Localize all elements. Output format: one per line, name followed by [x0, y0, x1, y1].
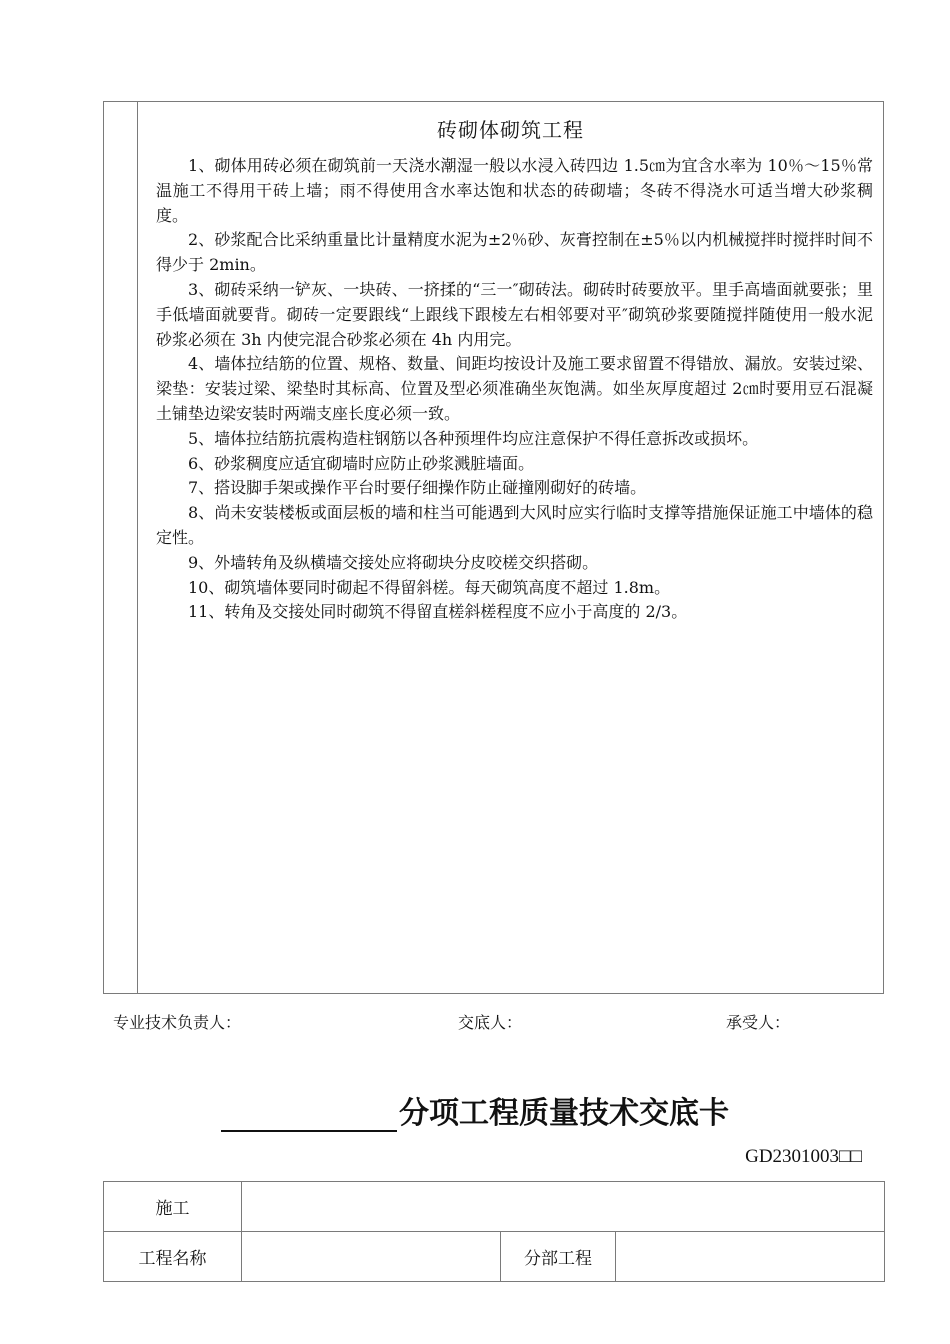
- tech-lead-signature-label: 专业技术负责人：: [113, 1013, 242, 1032]
- instruction-item: 8、尚未安装楼板或面层板的墙和柱当可能遇到大风时应实行临时支撑等措施保证施工中墙体的稳定性。: [156, 503, 873, 547]
- instruction-item: 7、搭设脚手架或操作平台时要仔细操作防止碰撞刚砌好的砖墙。: [188, 478, 647, 498]
- card-title: [0, 1088, 950, 1132]
- instruction-item: 11、转角及交接处同时砌筑不得留直槎斜槎程度不应小于高度的 2/3。: [188, 602, 688, 622]
- table-row: [104, 1182, 885, 1232]
- left-column-divider: [137, 102, 138, 993]
- sub-project-label-cell: 分部工程: [501, 1232, 616, 1282]
- card-title-text: 分项工程质量技术交底卡: [399, 1096, 729, 1131]
- instruction-item: 5、墙体拉结筋抗震构造柱钢筋以各种预埋件均应注意保护不得任意拆改或损坏。: [188, 428, 759, 448]
- presenter-signature-label: 交底人：: [458, 1013, 523, 1032]
- instruction-list: [156, 154, 873, 625]
- sub-project-value-cell[interactable]: [616, 1232, 885, 1282]
- construction-label-cell: 施工: [104, 1182, 242, 1232]
- section-title: 砖砌体砌筑工程: [437, 118, 584, 142]
- project-name-label-cell: 工程名称: [104, 1232, 242, 1282]
- project-name-value-cell[interactable]: [242, 1232, 501, 1282]
- construction-value-cell[interactable]: [242, 1182, 885, 1232]
- document-code: GD2301003□□: [745, 1146, 862, 1167]
- instruction-item: 10、砌筑墙体要同时砌起不得留斜槎。每天砌筑高度不超过 1.8m。: [188, 577, 671, 597]
- receiver-signature-label: 承受人：: [726, 1013, 791, 1032]
- instruction-item: 4、墙体拉结筋的位置、规格、数量、间距均按设计及施工要求留置不得错放、漏放。安装过梁、梁垫：安装过梁、梁垫时其标高、位置及型必须准确坐灰饱满。如坐灰厚度超过 2㎝时要用豆石混凝土铺垫边梁安装时两端支座长度必须一致。: [156, 354, 873, 423]
- instruction-item: 9、外墙转角及纵横墙交接处应将砌块分皮咬槎交织搭砌。: [188, 552, 599, 572]
- instruction-item: 1、砌体用砖必须在砌筑前一天浇水潮湿一般以水浸入砖四边 1.5㎝为宜含水率为 10％～15％常温施工不得用干砖上墙；雨不得使用含水率达饱和状态的砖砌墙；冬砖不得浇水可适当增大砂浆稠度。: [156, 156, 873, 225]
- title-blank-line: [221, 1096, 397, 1132]
- technical-content-box: [103, 101, 884, 994]
- instruction-item: 2、砂浆配合比采纳重量比计量精度水泥为±2％砂、灰膏控制在±5％以内机械搅拌时搅拌时间不得少于 2min。: [156, 230, 873, 275]
- instruction-item: 3、砌砖采纳一铲灰、一块砖、一挤揉的“三一″砌砖法。砌砖时砖要放平。里手高墙面就要张；里手低墙面就要背。砌砖一定要跟线“上跟线下跟棱左右相邻要对平″砌筑砂浆要随搅拌随使用一般水泥砂浆必须在 3h 内使完混合砂浆必须在 4h 内用完。: [156, 279, 873, 349]
- instruction-item: 6、砂浆稠度应适宜砌墙时应防止砂浆溅脏墙面。: [188, 453, 535, 473]
- project-info-table: [103, 1181, 885, 1282]
- table-row: [104, 1232, 885, 1282]
